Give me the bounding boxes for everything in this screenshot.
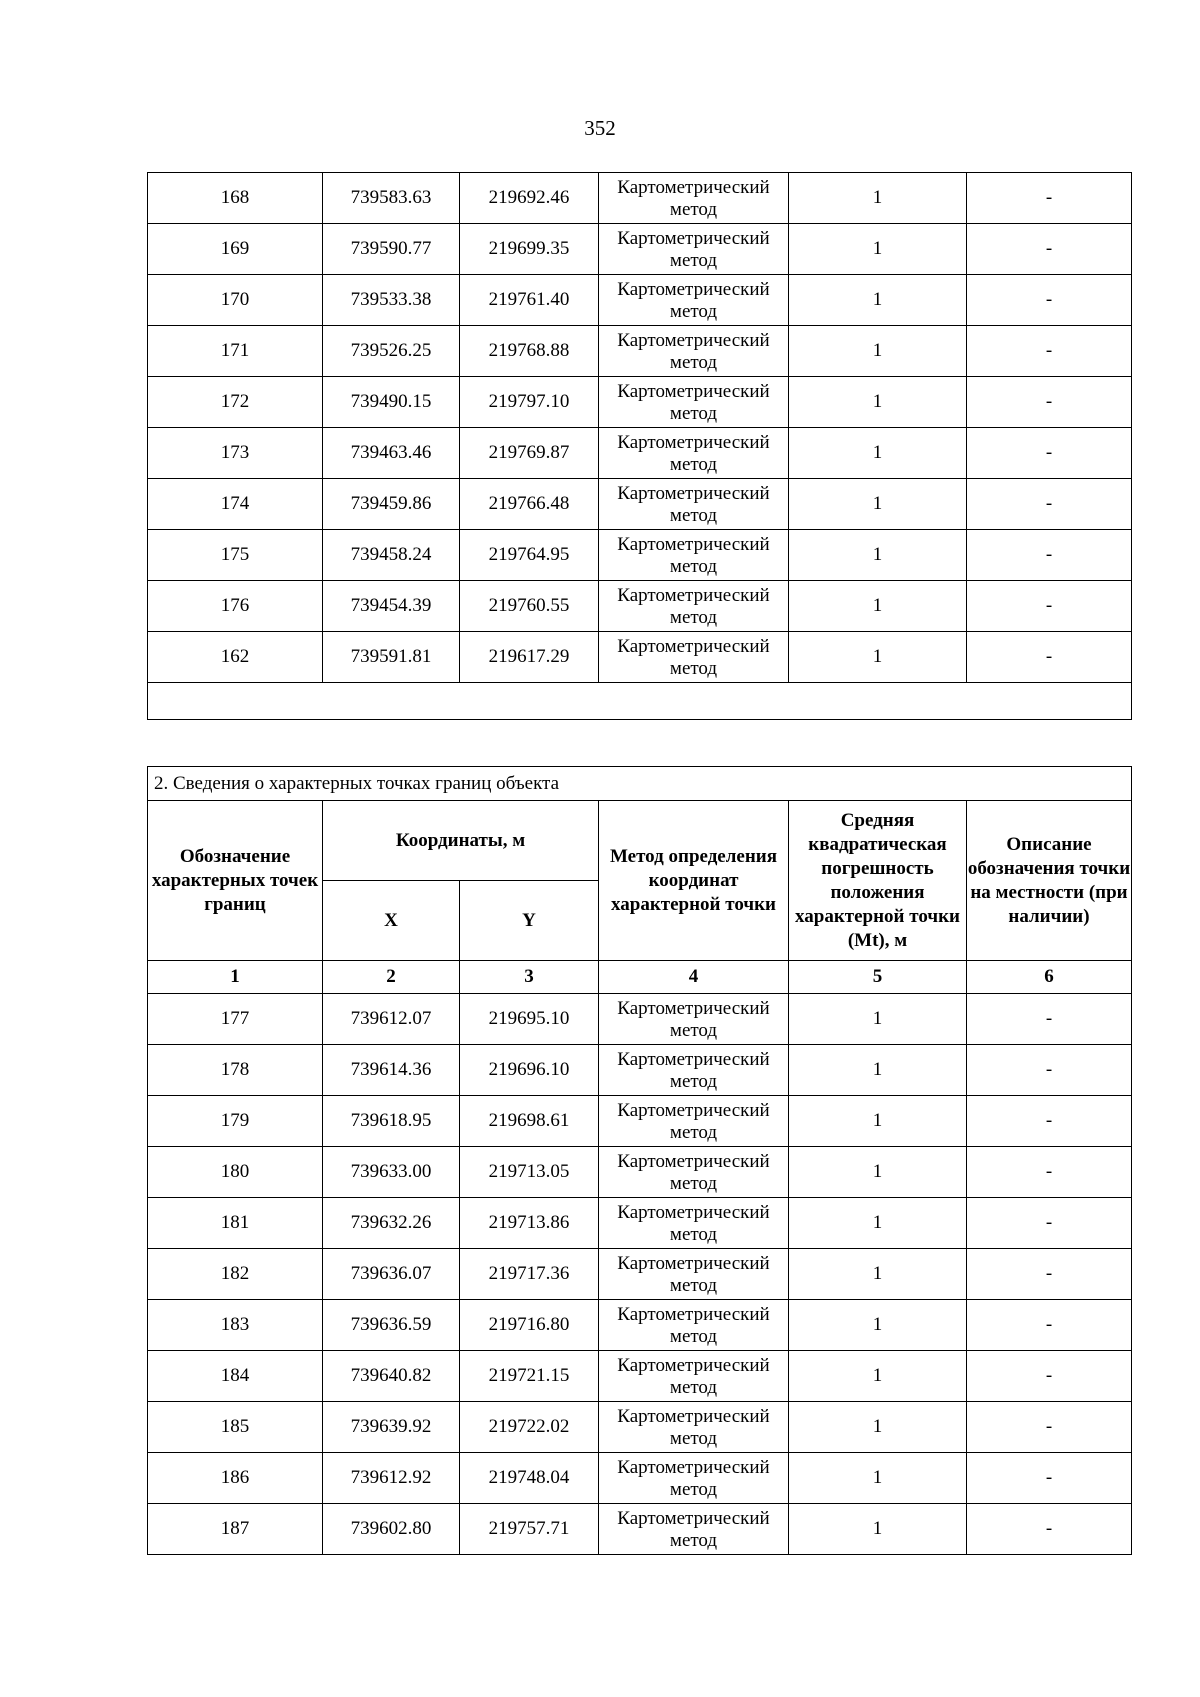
point-id: 185 (148, 1402, 323, 1453)
table-row (148, 581, 1132, 632)
header-x: X (323, 881, 460, 961)
table-row (148, 1300, 1132, 1351)
table-row (148, 275, 1132, 326)
method (599, 1045, 789, 1096)
coord-y: 219769.87 (460, 428, 599, 479)
coord-x: 739636.59 (323, 1300, 460, 1351)
method-line: Картометрический (617, 1100, 770, 1121)
method-line: Картометрический (617, 279, 770, 300)
coord-y: 219768.88 (460, 326, 599, 377)
table-2-body (148, 994, 1132, 1555)
point-description: - (967, 581, 1132, 632)
point-id: 182 (148, 1249, 323, 1300)
method-line: метод (669, 301, 718, 322)
coord-y: 219757.71 (460, 1504, 599, 1555)
point-description: - (967, 1300, 1132, 1351)
point-description: - (967, 1045, 1132, 1096)
coord-y: 219713.86 (460, 1198, 599, 1249)
method-line: метод (669, 1326, 718, 1347)
point-id: 171 (148, 326, 323, 377)
mt-error: 1 (789, 994, 967, 1045)
method (599, 530, 789, 581)
method-line: метод (669, 1224, 718, 1245)
point-description: - (967, 1402, 1132, 1453)
table-row (148, 377, 1132, 428)
coord-x: 739463.46 (323, 428, 460, 479)
point-description: - (967, 1198, 1132, 1249)
table-row (148, 1351, 1132, 1402)
header-y: Y (460, 881, 599, 961)
coord-y: 219692.46 (460, 173, 599, 224)
column-number: 6 (967, 961, 1132, 994)
coord-x: 739533.38 (323, 275, 460, 326)
coord-x: 739583.63 (323, 173, 460, 224)
column-number: 5 (789, 961, 967, 994)
method (599, 1504, 789, 1555)
mt-error: 1 (789, 275, 967, 326)
table-row (148, 632, 1132, 683)
method (599, 1351, 789, 1402)
column-numbers-row (148, 961, 1132, 994)
method (599, 581, 789, 632)
method (599, 479, 789, 530)
method-line: метод (669, 403, 718, 424)
point-id: 187 (148, 1504, 323, 1555)
column-number: 3 (460, 961, 599, 994)
coord-y: 219797.10 (460, 377, 599, 428)
coord-x: 739526.25 (323, 326, 460, 377)
point-id: 173 (148, 428, 323, 479)
coord-y: 219699.35 (460, 224, 599, 275)
coord-x: 739591.81 (323, 632, 460, 683)
coord-x: 739590.77 (323, 224, 460, 275)
header-description: Описание обозначения точки на местности (при наличии) (967, 801, 1132, 961)
point-description: - (967, 530, 1132, 581)
coord-y: 219713.05 (460, 1147, 599, 1198)
method-line: метод (669, 1479, 718, 1500)
method (599, 377, 789, 428)
method-line: Картометрический (617, 998, 770, 1019)
mt-error: 1 (789, 1249, 967, 1300)
coord-x: 739639.92 (323, 1402, 460, 1453)
point-id: 186 (148, 1453, 323, 1504)
point-id: 181 (148, 1198, 323, 1249)
method-line: Картометрический (617, 1049, 770, 1070)
coord-x: 739490.15 (323, 377, 460, 428)
point-description: - (967, 224, 1132, 275)
mt-error: 1 (789, 1147, 967, 1198)
table-row (148, 1504, 1132, 1555)
method (599, 1402, 789, 1453)
point-id: 176 (148, 581, 323, 632)
method-line: метод (669, 1071, 718, 1092)
point-id: 168 (148, 173, 323, 224)
point-description: - (967, 428, 1132, 479)
coord-x: 739636.07 (323, 1249, 460, 1300)
method-line: Картометрический (617, 1253, 770, 1274)
method-line: метод (669, 556, 718, 577)
point-id: 177 (148, 994, 323, 1045)
method (599, 1147, 789, 1198)
point-id: 174 (148, 479, 323, 530)
point-id: 179 (148, 1096, 323, 1147)
point-id: 172 (148, 377, 323, 428)
table-caption: 2. Сведения о характерных точках границ объекта (148, 767, 1132, 801)
method-line: метод (669, 505, 718, 526)
method (599, 632, 789, 683)
coord-y: 219764.95 (460, 530, 599, 581)
point-description: - (967, 479, 1132, 530)
mt-error: 1 (789, 1198, 967, 1249)
point-description: - (967, 275, 1132, 326)
method-line: Картометрический (617, 636, 770, 657)
point-description: - (967, 1504, 1132, 1555)
method-line: метод (669, 1428, 718, 1449)
coord-y: 219698.61 (460, 1096, 599, 1147)
coord-x: 739458.24 (323, 530, 460, 581)
point-description: - (967, 173, 1132, 224)
method (599, 1300, 789, 1351)
table-1-body (148, 173, 1132, 720)
mt-error: 1 (789, 581, 967, 632)
method-line: Картометрический (617, 585, 770, 606)
method (599, 1198, 789, 1249)
column-number: 2 (323, 961, 460, 994)
mt-error: 1 (789, 224, 967, 275)
mt-error: 1 (789, 173, 967, 224)
mt-error: 1 (789, 1351, 967, 1402)
point-id: 184 (148, 1351, 323, 1402)
coord-y: 219761.40 (460, 275, 599, 326)
method (599, 1453, 789, 1504)
method-line: Картометрический (617, 1406, 770, 1427)
mt-error: 1 (789, 1096, 967, 1147)
method (599, 326, 789, 377)
coord-x: 739640.82 (323, 1351, 460, 1402)
point-id: 180 (148, 1147, 323, 1198)
table-row (148, 224, 1132, 275)
coord-x: 739459.86 (323, 479, 460, 530)
coord-y: 219717.36 (460, 1249, 599, 1300)
table-row (148, 1453, 1132, 1504)
method-line: Картометрический (617, 1202, 770, 1223)
coord-x: 739633.00 (323, 1147, 460, 1198)
method-line: метод (669, 1122, 718, 1143)
method-line: Картометрический (617, 330, 770, 351)
table-row (148, 530, 1132, 581)
mt-error: 1 (789, 1300, 967, 1351)
method-line: Картометрический (617, 381, 770, 402)
coord-y: 219617.29 (460, 632, 599, 683)
header-coordinates: Координаты, м (323, 801, 599, 881)
point-id: 175 (148, 530, 323, 581)
method-line: метод (669, 199, 718, 220)
table-row (148, 1402, 1132, 1453)
coord-x: 739618.95 (323, 1096, 460, 1147)
header-method: Метод определения координат характерной точки (599, 801, 789, 961)
point-description: - (967, 326, 1132, 377)
coord-y: 219760.55 (460, 581, 599, 632)
table-row (148, 1147, 1132, 1198)
coord-y: 219748.04 (460, 1453, 599, 1504)
coord-x: 739614.36 (323, 1045, 460, 1096)
method-line: метод (669, 607, 718, 628)
coord-y: 219695.10 (460, 994, 599, 1045)
header-error: Средняя квадратическая погрешность положения характерной точки (Mt), м (789, 801, 967, 961)
mt-error: 1 (789, 1045, 967, 1096)
point-id: 169 (148, 224, 323, 275)
method-line: метод (669, 1275, 718, 1296)
method (599, 1096, 789, 1147)
mt-error: 1 (789, 326, 967, 377)
table-row (148, 428, 1132, 479)
method-line: Картометрический (617, 177, 770, 198)
mt-error: 1 (789, 479, 967, 530)
method-line: метод (669, 1173, 718, 1194)
mt-error: 1 (789, 428, 967, 479)
coord-y: 219766.48 (460, 479, 599, 530)
table-row (148, 326, 1132, 377)
method-line: Картометрический (617, 534, 770, 555)
boundary-points-table (147, 766, 1132, 1555)
coord-y: 219721.15 (460, 1351, 599, 1402)
table-row (148, 1198, 1132, 1249)
method-line: Картометрический (617, 228, 770, 249)
point-id: 183 (148, 1300, 323, 1351)
point-description: - (967, 377, 1132, 428)
method (599, 275, 789, 326)
table-row (148, 173, 1132, 224)
point-description: - (967, 1453, 1132, 1504)
mt-error: 1 (789, 632, 967, 683)
table-row (148, 1249, 1132, 1300)
empty-row (148, 683, 1132, 720)
empty-cell (148, 683, 1132, 720)
method-line: метод (669, 454, 718, 475)
mt-error: 1 (789, 530, 967, 581)
method (599, 224, 789, 275)
method-line: Картометрический (617, 483, 770, 504)
coord-y: 219722.02 (460, 1402, 599, 1453)
method-line: метод (669, 250, 718, 271)
method (599, 428, 789, 479)
mt-error: 1 (789, 1402, 967, 1453)
coord-x: 739454.39 (323, 581, 460, 632)
method-line: Картометрический (617, 1457, 770, 1478)
method-line: Картометрический (617, 1508, 770, 1529)
point-description: - (967, 632, 1132, 683)
method (599, 1249, 789, 1300)
method-line: метод (669, 1377, 718, 1398)
table-row (148, 994, 1132, 1045)
column-number: 1 (148, 961, 323, 994)
mt-error: 1 (789, 377, 967, 428)
method-line: Картометрический (617, 432, 770, 453)
point-description: - (967, 1147, 1132, 1198)
page-number: 352 (584, 116, 616, 140)
method-line: Картометрический (617, 1355, 770, 1376)
point-description: - (967, 1096, 1132, 1147)
header-designation: Обозначение характерных точек границ (148, 801, 323, 961)
point-description: - (967, 1249, 1132, 1300)
method-line: метод (669, 1530, 718, 1551)
mt-error: 1 (789, 1453, 967, 1504)
point-id: 170 (148, 275, 323, 326)
method-line: Картометрический (617, 1304, 770, 1325)
point-description: - (967, 1351, 1132, 1402)
point-description: - (967, 994, 1132, 1045)
method-line: Картометрический (617, 1151, 770, 1172)
table-row (148, 1096, 1132, 1147)
method-line: метод (669, 1020, 718, 1041)
method (599, 994, 789, 1045)
coord-x: 739612.92 (323, 1453, 460, 1504)
method-line: метод (669, 658, 718, 679)
column-number: 4 (599, 961, 789, 994)
coord-y: 219696.10 (460, 1045, 599, 1096)
mt-error: 1 (789, 1504, 967, 1555)
method (599, 173, 789, 224)
coord-x: 739612.07 (323, 994, 460, 1045)
point-id: 178 (148, 1045, 323, 1096)
coord-y: 219716.80 (460, 1300, 599, 1351)
point-id: 162 (148, 632, 323, 683)
method-line: метод (669, 352, 718, 373)
table-row (148, 1045, 1132, 1096)
coordinates-table-continued (147, 172, 1132, 720)
table-row (148, 479, 1132, 530)
coord-x: 739602.80 (323, 1504, 460, 1555)
coord-x: 739632.26 (323, 1198, 460, 1249)
